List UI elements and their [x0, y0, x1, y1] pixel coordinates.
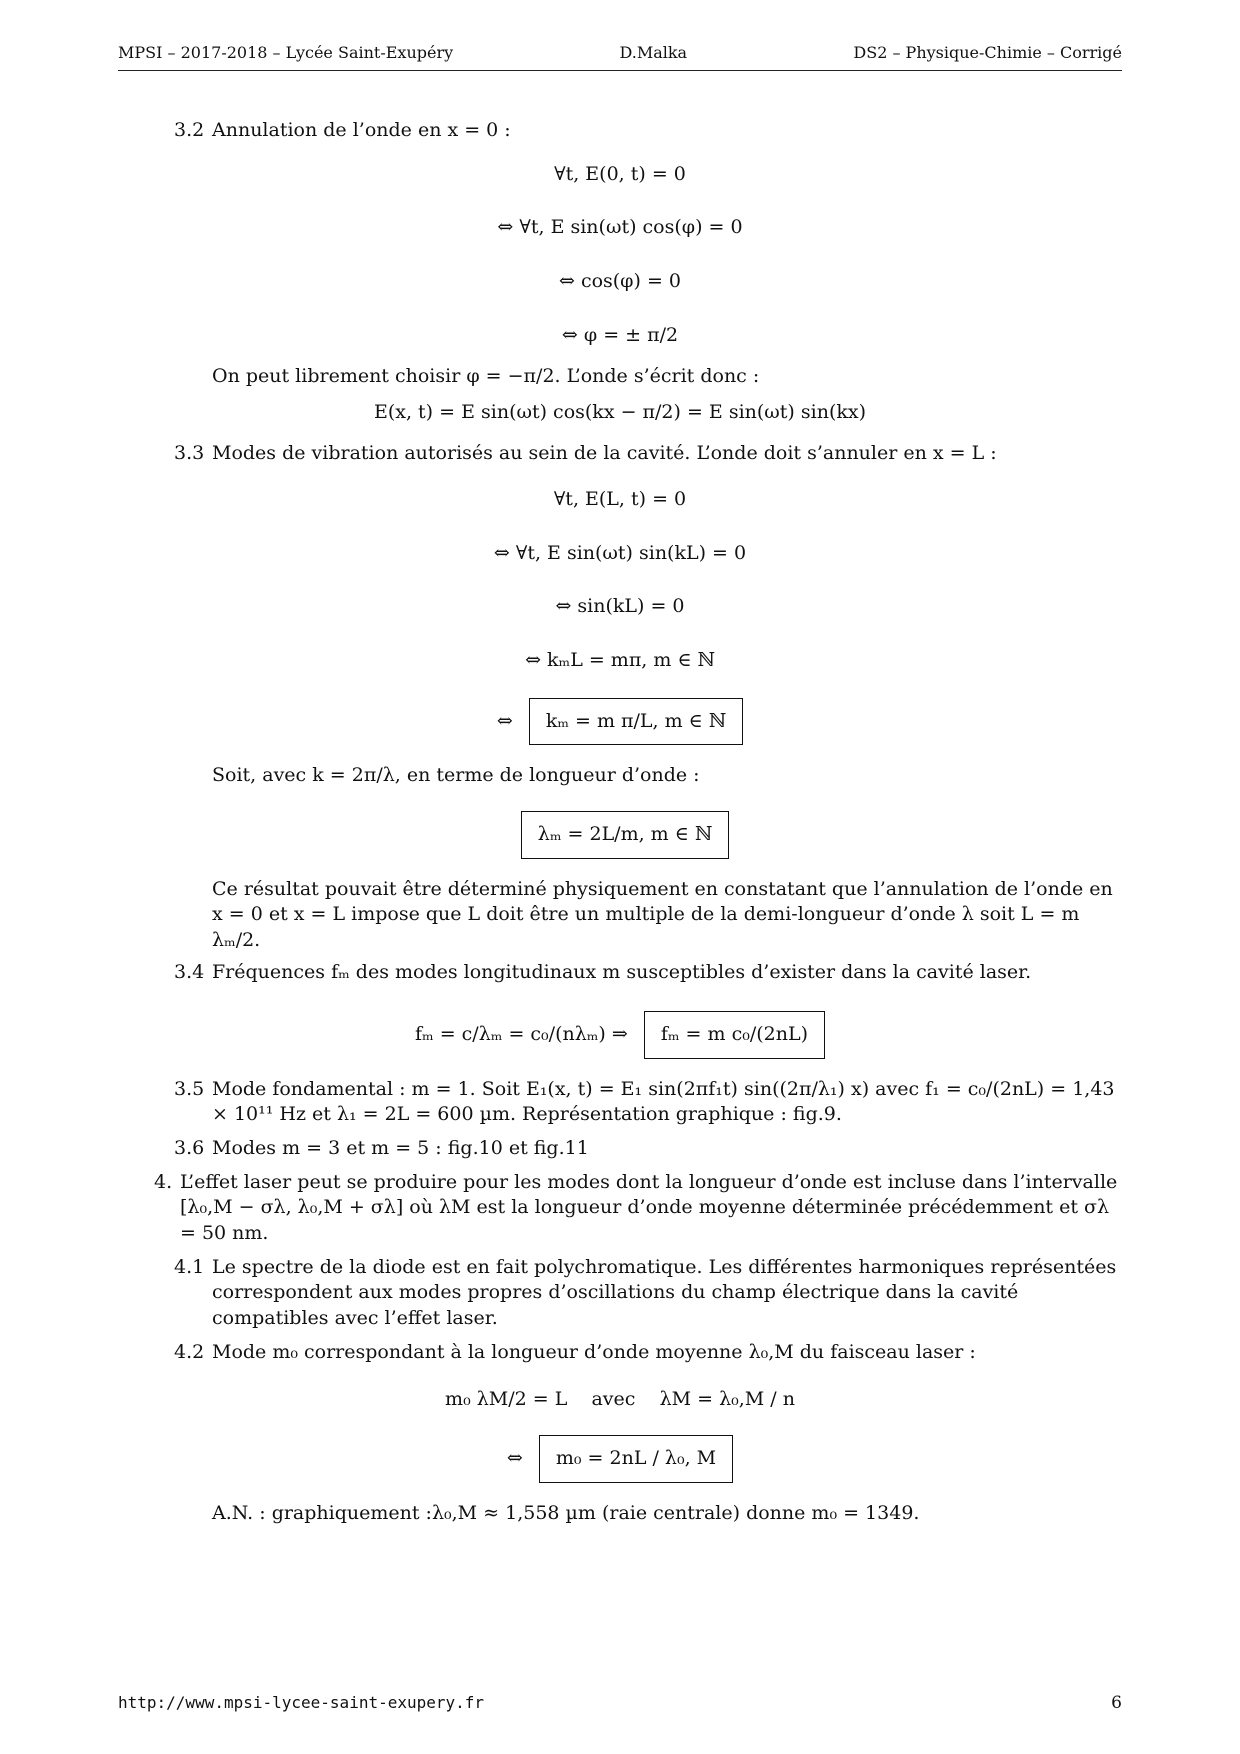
paragraph: On peut librement choisir φ = −π/2. L’onde s’écrit donc :	[212, 365, 760, 388]
equation: fₘ = c/λₘ = c₀/(nλₘ) ⇒	[414, 1023, 628, 1046]
paragraph: Soit, avec k = 2π/λ, en terme de longueur d’onde :	[212, 764, 700, 787]
page-content	[118, 118, 1122, 1532]
paragraph: Modes m = 3 et m = 5 : fig.10 et fig.11	[212, 1137, 589, 1160]
boxed-result: fₘ = m c₀/(2nL)	[644, 1011, 825, 1059]
section-4-2	[118, 1340, 1122, 1366]
section-number: 3.4	[174, 960, 205, 983]
paragraph: L’effet laser peut se produire pour les modes dont la longueur d’onde est incluse dans l’intervalle [λ₀,M − σλ, λ₀,M + σλ] où λM est la longueur d’onde moyenne déterminée précédemment et σλ = 50 nm.	[180, 1170, 1118, 1245]
paragraph: A.N. : graphiquement :λ₀,M ≈ 1,558 µm (raie centrale) donne m₀ = 1349.	[212, 1501, 920, 1524]
paragraph: Mode fondamental : m = 1. Soit E₁(x, t) = E₁ sin(2πf₁t) sin((2π/λ₁) x) avec f₁ = c₀/(2nL) = 1,43 × 10¹¹ Hz et λ₁ = 2L = 600 µm. Représentation graphique : fig.9.	[212, 1077, 1115, 1126]
boxed-equation-row	[118, 698, 1122, 746]
section-3-3	[118, 441, 1122, 467]
equation: ⇔ sin(kL) = 0	[555, 595, 685, 618]
section-number: 4.	[154, 1170, 173, 1193]
header-author: D.Malka	[619, 43, 688, 62]
equation: ⇔ ∀t, E sin(ωt) cos(φ) = 0	[497, 216, 743, 239]
paragraph: Fréquences fₘ des modes longitudinaux m susceptibles d’exister dans la cavité laser.	[212, 960, 1032, 983]
section-number: 3.2	[174, 119, 205, 141]
paragraph: Ce résultat pouvait être déterminé physiquement en constatant que l’annulation de l’onde en x = 0 et x = L impose que L doit être un multiple de la demi-longueur d’onde λ soit L = m λₘ/2.	[212, 877, 1113, 951]
equation: ⇔ cos(φ) = 0	[558, 269, 681, 292]
page-header	[118, 42, 1122, 71]
boxed-equation-row	[118, 811, 1122, 859]
footer-url: http://www.mpsi-lycee-saint-exupery.fr	[118, 1693, 485, 1712]
equation: m₀ λM/2 = L avec λM = λ₀,M / n	[445, 1388, 795, 1411]
equation: ⇔ φ = ± π/2	[561, 323, 679, 346]
boxed-equation-row	[118, 1011, 1122, 1059]
equivalence-symbol: ⇔	[506, 1446, 523, 1469]
section-3-4	[118, 960, 1122, 986]
paragraph: Mode m₀ correspondant à la longueur d’onde moyenne λ₀,M du faisceau laser :	[212, 1340, 976, 1363]
paragraph: Le spectre de la diode est en fait polychromatique. Les différentes harmoniques représentées correspondent aux modes propres d’oscillations du champ électrique dans la cavité compatibles avec l’effet laser.	[212, 1255, 1117, 1329]
equation: ⇔ kₘL = mπ, m ∈ ℕ	[525, 649, 715, 672]
section-4	[118, 1170, 1122, 1247]
paragraph: Annulation de l’onde en x = 0 :	[212, 119, 511, 141]
page-footer	[118, 1692, 1122, 1715]
section-number: 3.6	[174, 1137, 205, 1160]
header-course: MPSI – 2017-2018 – Lycée Saint-Exupéry	[118, 43, 454, 62]
header-title: DS2 – Physique-Chimie – Corrigé	[853, 43, 1122, 62]
equation: ∀t, E(0, t) = 0	[554, 162, 686, 185]
boxed-result: kₘ = m π/L, m ∈ ℕ	[529, 698, 743, 746]
section-3-6	[118, 1136, 1122, 1162]
section-number: 3.5	[174, 1077, 205, 1100]
equivalence-symbol: ⇔	[496, 709, 513, 732]
equation: E(x, t) = E sin(ωt) cos(kx − π/2) = E sin(ωt) sin(kx)	[373, 400, 867, 423]
boxed-equation-row	[118, 1435, 1122, 1483]
boxed-result: m₀ = 2nL / λ₀, M	[539, 1435, 733, 1483]
equation: ⇔ ∀t, E sin(ωt) sin(kL) = 0	[493, 541, 747, 564]
section-3-5	[118, 1077, 1122, 1128]
section-number: 4.1	[174, 1255, 205, 1278]
equation: ∀t, E(L, t) = 0	[553, 488, 687, 511]
section-number: 4.2	[174, 1340, 205, 1363]
section-number: 3.3	[174, 442, 205, 465]
section-4-1	[118, 1255, 1122, 1332]
paragraph: Modes de vibration autorisés au sein de la cavité. L’onde doit s’annuler en x = L :	[212, 442, 997, 465]
section-3-2	[118, 118, 1122, 144]
page-number: 6	[1111, 1693, 1122, 1713]
boxed-result: λₘ = 2L/m, m ∈ ℕ	[521, 811, 729, 859]
